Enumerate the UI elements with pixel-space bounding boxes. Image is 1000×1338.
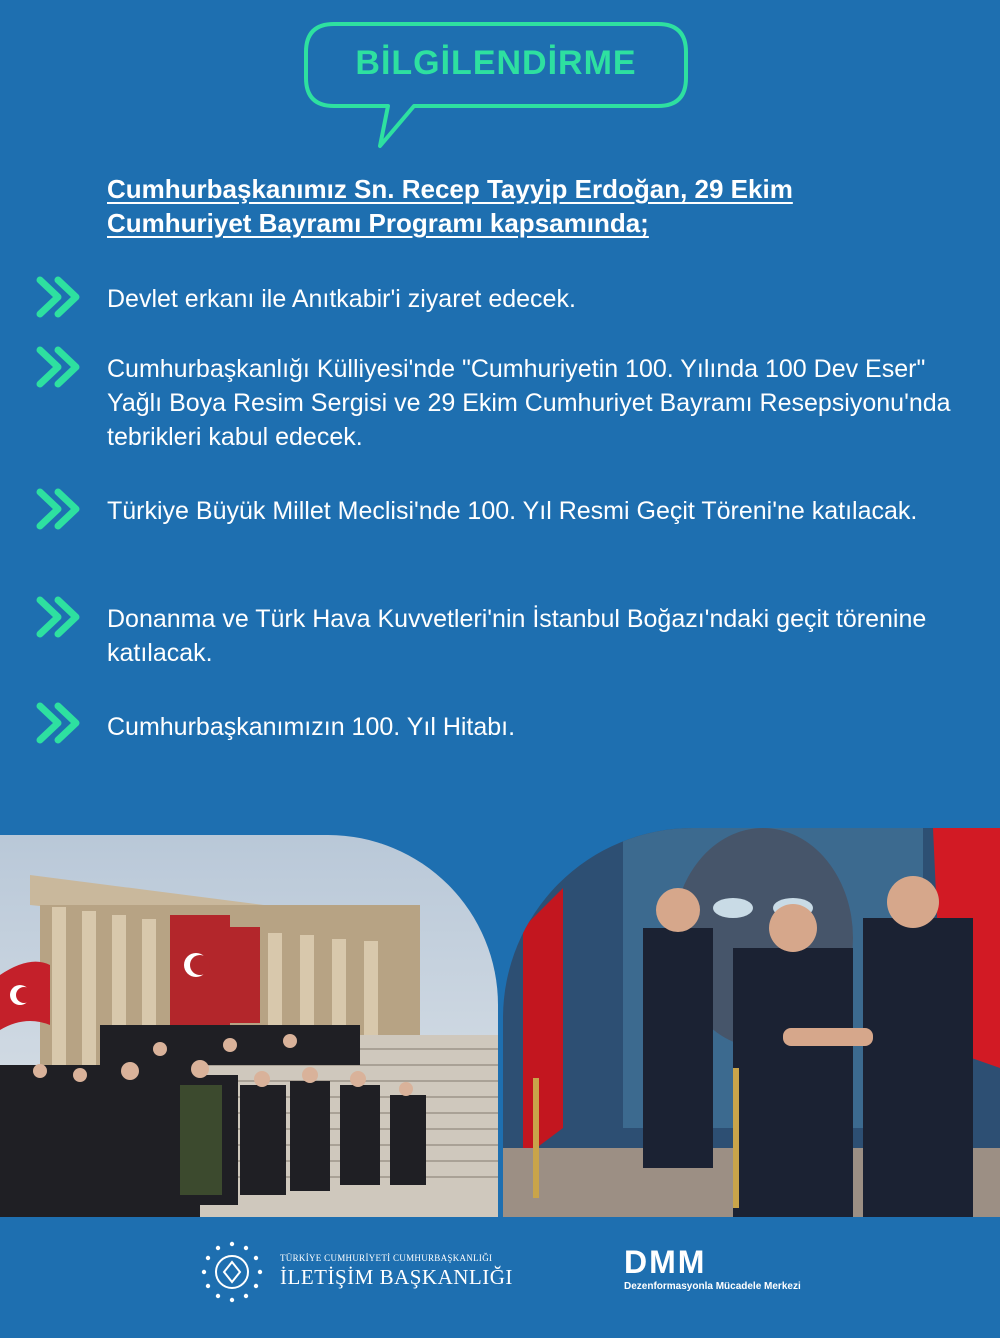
list-item-text: Cumhurbaşkanlığı Külliyesi'nde "Cumhuriyetin 100. Yılında 100 Dev Eser" Yağlı Boya Resim Sergisi ve 29 Ekim Cumhuriyet Bayramı Resepsiyonu'nda tebrikleri kabul edecek.: [107, 355, 951, 451]
iletisim-logo-text: İLETİŞİM BAŞKANLIĞI: [280, 1265, 513, 1289]
chevron-double-right-icon: [36, 486, 82, 532]
list-item-text: Türkiye Büyük Millet Meclisi'nde 100. Yıl Resmi Geçit Töreni'ne katılacak.: [107, 497, 918, 525]
list-item-text: Cumhurbaşkanımızın 100. Yıl Hitabı.: [107, 713, 516, 741]
list-item-text: Donanma ve Türk Hava Kuvvetleri'nin İstanbul Boğazı'ndaki geçit törenine katılacak.: [107, 605, 927, 667]
iletisim-subtitle: TÜRKİYE CUMHURİYETİ CUMHURBAŞKANLIĞI: [280, 1253, 493, 1263]
anitkabir-photo: [0, 835, 498, 1217]
speech-bubble-icon: [304, 22, 688, 152]
chevron-double-right-icon: [36, 700, 82, 746]
footer: [0, 1220, 1000, 1338]
header-badge: [304, 22, 688, 106]
list-item-text: Devlet erkanı ile Anıtkabir'i ziyaret edecek.: [107, 285, 576, 313]
page-title: BİLGİLENDİRME: [355, 44, 637, 82]
chevron-double-right-icon: [36, 344, 82, 390]
dmm-logo: DMM: [624, 1244, 707, 1280]
chevron-double-right-icon: [36, 274, 82, 320]
chevron-double-right-icon: [36, 594, 82, 640]
dmm-subtitle: Dezenformasyonla Mücadele Merkezi: [624, 1281, 801, 1292]
reception-photo: [503, 828, 1000, 1217]
star-emblem-icon: [200, 1240, 264, 1304]
intro-text: Cumhurbaşkanımız Sn. Recep Tayyip Erdoğan, 29 Ekim Cumhuriyet Bayramı Programı kapsamında;: [107, 174, 793, 238]
